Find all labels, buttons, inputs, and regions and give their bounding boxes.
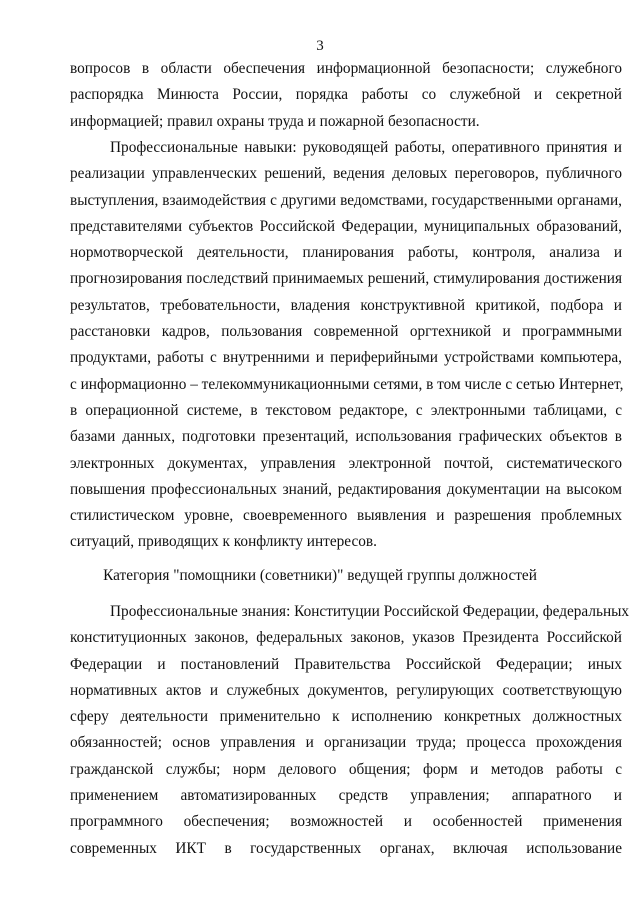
paragraph-line: Профессиональные знания: Конституции Российской Федерации, федеральных xyxy=(110,603,630,620)
paragraph-line: представителями субъектов Российской Федерации, муниципальных образований, xyxy=(70,217,622,235)
paragraph-line: с информационно – телекоммуникационными сетями, в том числе с сетью Интернет, xyxy=(70,375,624,393)
paragraph-line: сферу деятельности применительно к исполнению конкретных должностных xyxy=(70,708,622,726)
section-heading: Категория "помощники (советники)" ведущей группы должностей xyxy=(103,567,537,584)
paragraph-line: конституционных законов, федеральных законов, указов Президента Российской xyxy=(70,629,622,647)
paragraph-line: Профессиональные навыки: руководящей работы, оперативного принятия и xyxy=(110,139,622,156)
paragraph-line: расстановки кадров, пользования современной оргтехникой и программными xyxy=(70,323,622,341)
paragraph-line: современных ИКТ в государственных органах, включая использование xyxy=(70,839,622,857)
paragraph-line: повышения профессиональных знаний, редактирования документации на высоком xyxy=(70,480,622,498)
paragraph-line: применением автоматизированных средств управления; аппаратного и xyxy=(70,787,622,805)
paragraph-line: выступления, взаимодействия с другими ведомствами, государственными органами, xyxy=(70,191,622,209)
paragraph-line: стилистическом уровне, своевременного выявления и разрешения проблемных xyxy=(70,507,622,525)
paragraph-line: электронных документах, управления электронной почтой, систематического xyxy=(70,454,622,472)
paragraph-line: прогнозирования последствий принимаемых решений, стимулирования достижения xyxy=(70,270,622,288)
paragraph-line: программного обеспечения; возможностей и особенностей применения xyxy=(70,813,622,831)
paragraph-line: в операционной системе, в текстовом редакторе, с электронными таблицами, с xyxy=(70,401,622,419)
paragraph-line: базами данных, подготовки презентаций, использования графических объектов в xyxy=(70,428,622,446)
paragraph-line: гражданской службы; норм делового общения; форм и методов работы с xyxy=(70,760,622,778)
paragraph-line: продуктами, работы с внутренними и периферийными устройствами компьютера, xyxy=(70,349,622,367)
paragraph-2 xyxy=(70,135,622,556)
paragraph-line: нормативных актов и служебных документов, регулирующих соответствующую xyxy=(70,681,622,699)
paragraph-line: распорядка Минюста России, порядка работы со служебной и секретной xyxy=(70,86,622,104)
paragraph-line: информацией; правил охраны труда и пожарной безопасности. xyxy=(70,112,480,130)
paragraph-line: нормотворческой деятельности, планирования работы, контроля, анализа и xyxy=(70,244,622,262)
paragraph-line: Федерации и постановлений Правительства Российской Федерации; иных xyxy=(70,655,622,673)
paragraph-3 xyxy=(70,599,630,862)
paragraph-line: ситуаций, приводящих к конфликту интересов. xyxy=(70,533,377,551)
paragraph-1 xyxy=(70,56,622,135)
page-number: 3 xyxy=(316,38,324,54)
paragraph-line: результатов, требовательности, владения конструктивной критикой, подбора и xyxy=(70,296,622,314)
paragraph-line: реализации управленческих решений, ведения деловых переговоров, публичного xyxy=(70,165,622,183)
paragraph-line: обязанностей; основ управления и организации труда; процесса прохождения xyxy=(70,734,622,752)
paragraph-line: вопросов в области обеспечения информационной безопасности; служебного xyxy=(70,60,622,77)
